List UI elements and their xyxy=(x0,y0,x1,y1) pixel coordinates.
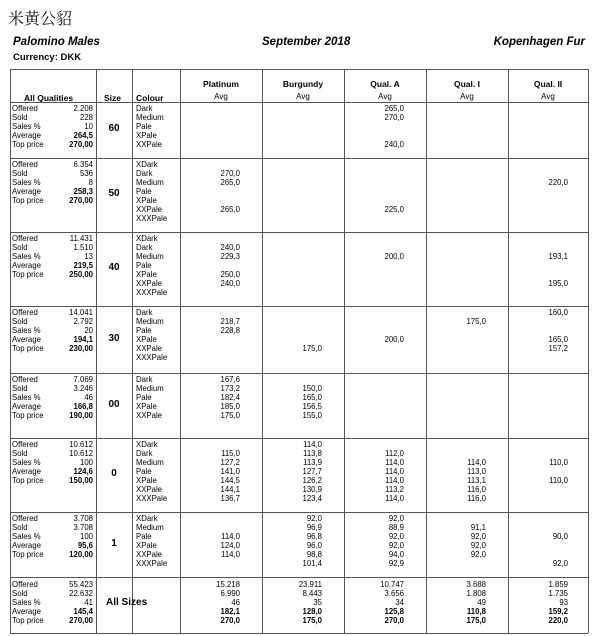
header-qual-i: Qual. I xyxy=(454,79,480,89)
avg-platinum: 173,2 xyxy=(220,384,240,393)
stat-value: 120,00 xyxy=(69,550,93,559)
total-qual-a: 34 xyxy=(395,598,404,607)
stat-value: 258,3 xyxy=(73,187,93,196)
row-divider xyxy=(10,512,588,513)
size-label: 50 xyxy=(108,188,120,199)
row-divider xyxy=(10,232,588,233)
colour-label: XPale xyxy=(136,541,157,550)
stat-label: Sold xyxy=(12,243,28,252)
colour-label: XXXPale xyxy=(136,214,168,223)
avg-qual-i: 113,0 xyxy=(467,467,486,476)
total-stat-label: Average xyxy=(12,607,41,616)
stat-label: Sold xyxy=(12,317,28,326)
stat-value: 124,6 xyxy=(73,467,93,476)
column-divider xyxy=(132,69,133,633)
stat-value: 20 xyxy=(84,326,93,335)
colour-label: XXXPale xyxy=(136,353,168,362)
avg-qual-a: 200,0 xyxy=(384,335,404,344)
avg-burgundy: 155,0 xyxy=(302,411,322,420)
avg-qual-a: 114,0 xyxy=(385,494,404,503)
avg-qual-i: 175,0 xyxy=(466,317,486,326)
column-divider xyxy=(10,69,11,633)
avg-qual-i: 116,0 xyxy=(467,485,486,494)
colour-label: XDark xyxy=(136,160,158,169)
avg-platinum: 124,0 xyxy=(220,541,240,550)
header-burgundy-avg: Avg xyxy=(296,92,310,101)
total-platinum: 15.218 xyxy=(216,580,240,589)
colour-label: Dark xyxy=(136,243,153,252)
colour-label: XXPale xyxy=(136,205,163,214)
size-label: 1 xyxy=(111,537,117,549)
report-title: Palomino Males xyxy=(13,36,100,48)
stat-value: 10.612 xyxy=(69,440,93,449)
total-qual-ii: 1.735 xyxy=(548,589,568,598)
avg-qual-i: 92,0 xyxy=(470,532,486,541)
colour-label: XXPale xyxy=(136,140,163,149)
avg-burgundy: 150,0 xyxy=(302,384,322,393)
avg-qual-i: 92,0 xyxy=(470,550,486,559)
total-qual-ii: 93 xyxy=(559,598,568,607)
row-divider xyxy=(10,438,588,439)
colour-label: XPale xyxy=(136,402,157,411)
avg-qual-i: 116,0 xyxy=(467,494,486,503)
stat-label: Sold xyxy=(12,384,28,393)
avg-platinum: 182,4 xyxy=(220,393,240,402)
avg-platinum: 144,5 xyxy=(220,476,240,485)
stat-value: 228 xyxy=(79,113,93,122)
total-qual-i: 110,8 xyxy=(466,607,486,616)
column-divider xyxy=(344,69,345,633)
header-burgundy: Burgundy xyxy=(282,79,324,89)
avg-qual-a: 265,0 xyxy=(384,104,404,113)
row-divider xyxy=(10,633,588,634)
stat-value: 194,1 xyxy=(73,335,93,344)
row-divider xyxy=(10,158,588,159)
stat-value: 2.792 xyxy=(73,317,93,326)
avg-qual-ii: 195,0 xyxy=(548,279,568,288)
stat-value: 95,6 xyxy=(77,541,93,550)
colour-label: XXXPale xyxy=(136,288,168,297)
size-label: 30 xyxy=(108,332,120,344)
avg-burgundy: 98,8 xyxy=(306,550,322,559)
column-divider xyxy=(262,69,263,633)
colour-label: XPale xyxy=(136,335,157,344)
header-colour: Colour xyxy=(136,93,164,103)
avg-platinum: 218,7 xyxy=(220,317,240,326)
avg-qual-a: 114,0 xyxy=(385,476,404,485)
avg-qual-a: 92,0 xyxy=(388,532,404,541)
stat-value: 219,5 xyxy=(73,261,93,270)
price-table xyxy=(10,69,588,633)
header-platinum: Platinum xyxy=(203,79,239,89)
avg-platinum: 228,8 xyxy=(220,326,240,335)
total-burgundy: 35 xyxy=(313,598,322,607)
total-qual-i: 49 xyxy=(477,598,486,607)
header-qual-ii-avg: Avg xyxy=(541,92,555,101)
total-qual-a: 3.656 xyxy=(384,589,404,598)
colour-label: Dark xyxy=(136,449,153,458)
avg-qual-a: 225,0 xyxy=(384,205,404,214)
colour-label: XPale xyxy=(136,476,157,485)
avg-burgundy: 127,7 xyxy=(302,467,322,476)
stat-label: Sold xyxy=(12,449,28,458)
stat-label: Top price xyxy=(12,344,44,353)
stat-value: 100 xyxy=(79,532,93,541)
total-burgundy: 128,0 xyxy=(302,607,322,616)
stat-label: Average xyxy=(12,467,41,476)
avg-platinum: 127,2 xyxy=(220,458,240,467)
colour-label: Medium xyxy=(136,384,164,393)
total-stat-label: Sales % xyxy=(12,598,41,607)
avg-burgundy: 114,0 xyxy=(303,440,322,449)
avg-qual-a: 114,0 xyxy=(385,467,404,476)
stat-value: 100 xyxy=(79,458,93,467)
colour-label: Medium xyxy=(136,458,164,467)
colour-label: Dark xyxy=(136,308,153,317)
stat-label: Offered xyxy=(12,514,38,523)
column-divider xyxy=(508,69,509,633)
stat-value: 13 xyxy=(84,252,93,261)
header-platinum-avg: Avg xyxy=(214,92,228,101)
avg-qual-a: 114,0 xyxy=(385,458,404,467)
colour-label: XDark xyxy=(136,440,158,449)
colour-label: Dark xyxy=(136,104,153,113)
column-divider xyxy=(588,69,589,633)
avg-platinum: 265,0 xyxy=(220,178,240,187)
total-stat-value: 41 xyxy=(84,598,93,607)
avg-qual-a: 113,2 xyxy=(385,485,404,494)
colour-label: XXXPale xyxy=(136,494,168,503)
stat-value: 3.708 xyxy=(73,523,93,532)
avg-qual-i: 91,1 xyxy=(470,523,486,532)
row-divider xyxy=(10,577,588,578)
avg-burgundy: 123,4 xyxy=(302,494,322,503)
stat-value: 230,00 xyxy=(69,344,93,353)
stat-value: 264,5 xyxy=(73,131,93,140)
avg-platinum: 185,0 xyxy=(220,402,240,411)
stat-value: 11.431 xyxy=(69,234,93,243)
colour-label: Dark xyxy=(136,169,153,178)
total-stat-value: 22.632 xyxy=(69,589,93,598)
avg-qual-ii: 90,0 xyxy=(552,532,568,541)
stat-value: 270,00 xyxy=(69,140,93,149)
total-burgundy: 175,0 xyxy=(302,616,322,625)
avg-platinum: 250,0 xyxy=(220,270,240,279)
header-qual-i-avg: Avg xyxy=(460,92,474,101)
report-auction: Kopenhagen Fur xyxy=(493,36,585,48)
header-qual-a: Qual. A xyxy=(370,79,400,89)
stat-value: 1.510 xyxy=(73,243,93,252)
avg-platinum: 114,0 xyxy=(221,532,240,541)
stat-label: Average xyxy=(12,402,41,411)
avg-qual-ii: 110,0 xyxy=(549,458,568,467)
avg-qual-ii: 157,2 xyxy=(548,344,568,353)
stat-label: Top price xyxy=(12,411,44,420)
colour-label: Pale xyxy=(136,187,152,196)
total-qual-ii: 220,0 xyxy=(548,616,568,625)
colour-label: XXPale xyxy=(136,279,163,288)
stat-label: Average xyxy=(12,335,41,344)
size-label: 00 xyxy=(108,398,120,410)
avg-platinum: 115,0 xyxy=(221,449,240,458)
stat-label: Sold xyxy=(12,113,28,122)
total-stat-label: Top price xyxy=(12,616,44,625)
stat-label: Average xyxy=(12,261,41,270)
stat-value: 3.708 xyxy=(73,514,93,523)
total-qual-ii: 1.859 xyxy=(548,580,568,589)
stat-label: Sales % xyxy=(12,178,41,187)
avg-burgundy: 165,0 xyxy=(302,393,322,402)
colour-label: Dark xyxy=(136,375,153,384)
row-divider xyxy=(10,373,588,374)
stat-value: 6.354 xyxy=(73,160,93,169)
row-divider xyxy=(10,69,588,70)
avg-qual-a: 92,0 xyxy=(388,514,404,523)
stat-label: Sales % xyxy=(12,532,41,541)
avg-platinum: 136,7 xyxy=(220,494,240,503)
stat-label: Top price xyxy=(12,140,44,149)
stat-value: 166,8 xyxy=(73,402,93,411)
avg-platinum: 240,0 xyxy=(220,279,240,288)
avg-qual-a: 112,0 xyxy=(385,449,404,458)
stat-label: Offered xyxy=(12,308,38,317)
colour-label: Medium xyxy=(136,113,164,122)
avg-qual-ii: 160,0 xyxy=(548,308,568,317)
stat-label: Sales % xyxy=(12,326,41,335)
avg-burgundy: 113,8 xyxy=(303,449,322,458)
avg-platinum: 229,3 xyxy=(220,252,240,261)
colour-label: Medium xyxy=(136,178,164,187)
avg-qual-ii: 92,0 xyxy=(552,559,568,568)
avg-qual-a: 88,9 xyxy=(388,523,404,532)
stat-value: 7.069 xyxy=(73,375,93,384)
colour-label: XXPale xyxy=(136,485,163,494)
avg-platinum: 114,0 xyxy=(221,550,240,559)
total-platinum: 46 xyxy=(231,598,240,607)
colour-label: XXPale xyxy=(136,344,163,353)
colour-label: Pale xyxy=(136,261,152,270)
stat-label: Average xyxy=(12,541,41,550)
colour-label: XXPale xyxy=(136,411,163,420)
avg-platinum: 270,0 xyxy=(220,169,240,178)
size-label: 60 xyxy=(108,123,120,134)
avg-burgundy: 175,0 xyxy=(302,344,322,353)
size-label: 40 xyxy=(108,262,120,273)
stat-label: Offered xyxy=(12,440,38,449)
avg-burgundy: 113,9 xyxy=(303,458,322,467)
stat-label: Sold xyxy=(12,169,28,178)
colour-label: Pale xyxy=(136,467,152,476)
colour-label: XDark xyxy=(136,234,158,243)
colour-label: XDark xyxy=(136,514,158,523)
colour-label: Pale xyxy=(136,326,152,335)
avg-burgundy: 101,4 xyxy=(302,559,322,568)
avg-burgundy: 156,5 xyxy=(302,402,322,411)
stat-label: Offered xyxy=(12,375,38,384)
colour-label: Medium xyxy=(136,252,164,261)
total-qual-a: 125,8 xyxy=(384,607,404,616)
colour-label: XXXPale xyxy=(136,559,168,568)
avg-platinum: 141,0 xyxy=(220,467,240,476)
total-stat-label: Offered xyxy=(12,580,38,589)
colour-label: XPale xyxy=(136,131,157,140)
stat-label: Top price xyxy=(12,550,44,559)
stat-label: Offered xyxy=(12,160,38,169)
report-period: September 2018 xyxy=(262,36,351,48)
all-sizes-label: All Sizes xyxy=(106,597,148,608)
avg-burgundy: 96,8 xyxy=(306,532,322,541)
stat-label: Sales % xyxy=(12,122,41,131)
avg-burgundy: 96,0 xyxy=(306,541,322,550)
stat-value: 10 xyxy=(84,122,93,131)
column-divider xyxy=(426,69,427,633)
total-qual-a: 10.747 xyxy=(380,580,404,589)
stat-label: Offered xyxy=(12,104,38,113)
stat-value: 270,00 xyxy=(69,196,93,205)
total-qual-i: 175,0 xyxy=(466,616,486,625)
header-size: Size xyxy=(104,93,122,103)
stat-value: 3.246 xyxy=(73,384,93,393)
total-qual-a: 270,0 xyxy=(384,616,404,625)
avg-platinum: 175,0 xyxy=(220,411,240,420)
avg-qual-i: 92,0 xyxy=(470,541,486,550)
avg-burgundy: 130,9 xyxy=(302,485,322,494)
avg-platinum: 167,6 xyxy=(220,375,240,384)
stat-label: Top price xyxy=(12,270,44,279)
total-stat-value: 55.423 xyxy=(69,580,93,589)
stat-label: Sales % xyxy=(12,393,41,402)
avg-qual-a: 240,0 xyxy=(384,140,404,149)
stat-value: 190,00 xyxy=(69,411,93,420)
stat-label: Top price xyxy=(12,196,44,205)
stat-label: Sold xyxy=(12,523,28,532)
avg-qual-i: 113,1 xyxy=(467,476,486,485)
currency-label: Currency: DKK xyxy=(13,52,82,63)
total-platinum: 270,0 xyxy=(220,616,240,625)
total-burgundy: 8.443 xyxy=(302,589,322,598)
colour-label: XPale xyxy=(136,270,157,279)
avg-platinum: 265,0 xyxy=(220,205,240,214)
total-burgundy: 23.911 xyxy=(298,580,322,589)
avg-qual-ii: 220,0 xyxy=(548,178,568,187)
size-label: 0 xyxy=(111,468,117,479)
avg-burgundy: 92,0 xyxy=(306,514,322,523)
header-all-qualities: All Qualities xyxy=(24,93,74,103)
stat-value: 10.612 xyxy=(69,449,93,458)
image-caption: 米黄公貂 xyxy=(8,9,73,28)
stat-label: Sales % xyxy=(12,458,41,467)
total-platinum: 6.990 xyxy=(220,589,240,598)
avg-qual-i: 114,0 xyxy=(467,458,486,467)
avg-qual-ii: 110,0 xyxy=(549,476,568,485)
total-stat-value: 270,00 xyxy=(69,616,93,625)
stat-value: 46 xyxy=(84,393,93,402)
avg-qual-ii: 193,1 xyxy=(548,252,568,261)
colour-label: Medium xyxy=(136,523,164,532)
stat-value: 536 xyxy=(79,169,93,178)
total-stat-value: 145,4 xyxy=(73,607,93,616)
header-qual-a-avg: Avg xyxy=(378,92,392,101)
avg-burgundy: 96,9 xyxy=(306,523,322,532)
stat-label: Average xyxy=(12,187,41,196)
stat-value: 250,00 xyxy=(69,270,93,279)
row-divider xyxy=(10,102,588,103)
avg-qual-a: 94,0 xyxy=(388,550,404,559)
stat-value: 150,00 xyxy=(69,476,93,485)
avg-qual-a: 200,0 xyxy=(384,252,404,261)
avg-qual-a: 92,0 xyxy=(388,541,404,550)
total-platinum: 182,1 xyxy=(220,607,240,616)
colour-label: Medium xyxy=(136,317,164,326)
stat-value: 2.208 xyxy=(73,104,93,113)
avg-qual-a: 270,0 xyxy=(384,113,404,122)
total-qual-i: 1.808 xyxy=(466,589,486,598)
avg-burgundy: 126,2 xyxy=(302,476,322,485)
avg-qual-ii: 165,0 xyxy=(548,335,568,344)
stat-label: Average xyxy=(12,131,41,140)
row-divider xyxy=(10,306,588,307)
stat-value: 14.041 xyxy=(69,308,93,317)
total-qual-ii: 159,2 xyxy=(548,607,568,616)
total-stat-label: Sold xyxy=(12,589,28,598)
avg-qual-a: 92,9 xyxy=(388,559,404,568)
header-qual-ii: Qual. II xyxy=(533,79,563,89)
avg-platinum: 144,1 xyxy=(220,485,240,494)
colour-label: Pale xyxy=(136,122,152,131)
stat-label: Sales % xyxy=(12,252,41,261)
stat-value: 8 xyxy=(88,178,93,187)
stat-label: Top price xyxy=(12,476,44,485)
stat-label: Offered xyxy=(12,234,38,243)
avg-platinum: 240,0 xyxy=(220,243,240,252)
total-qual-i: 3.688 xyxy=(466,580,486,589)
colour-label: XXPale xyxy=(136,550,163,559)
colour-label: XPale xyxy=(136,196,157,205)
colour-label: Pale xyxy=(136,532,152,541)
colour-label: Pale xyxy=(136,393,152,402)
